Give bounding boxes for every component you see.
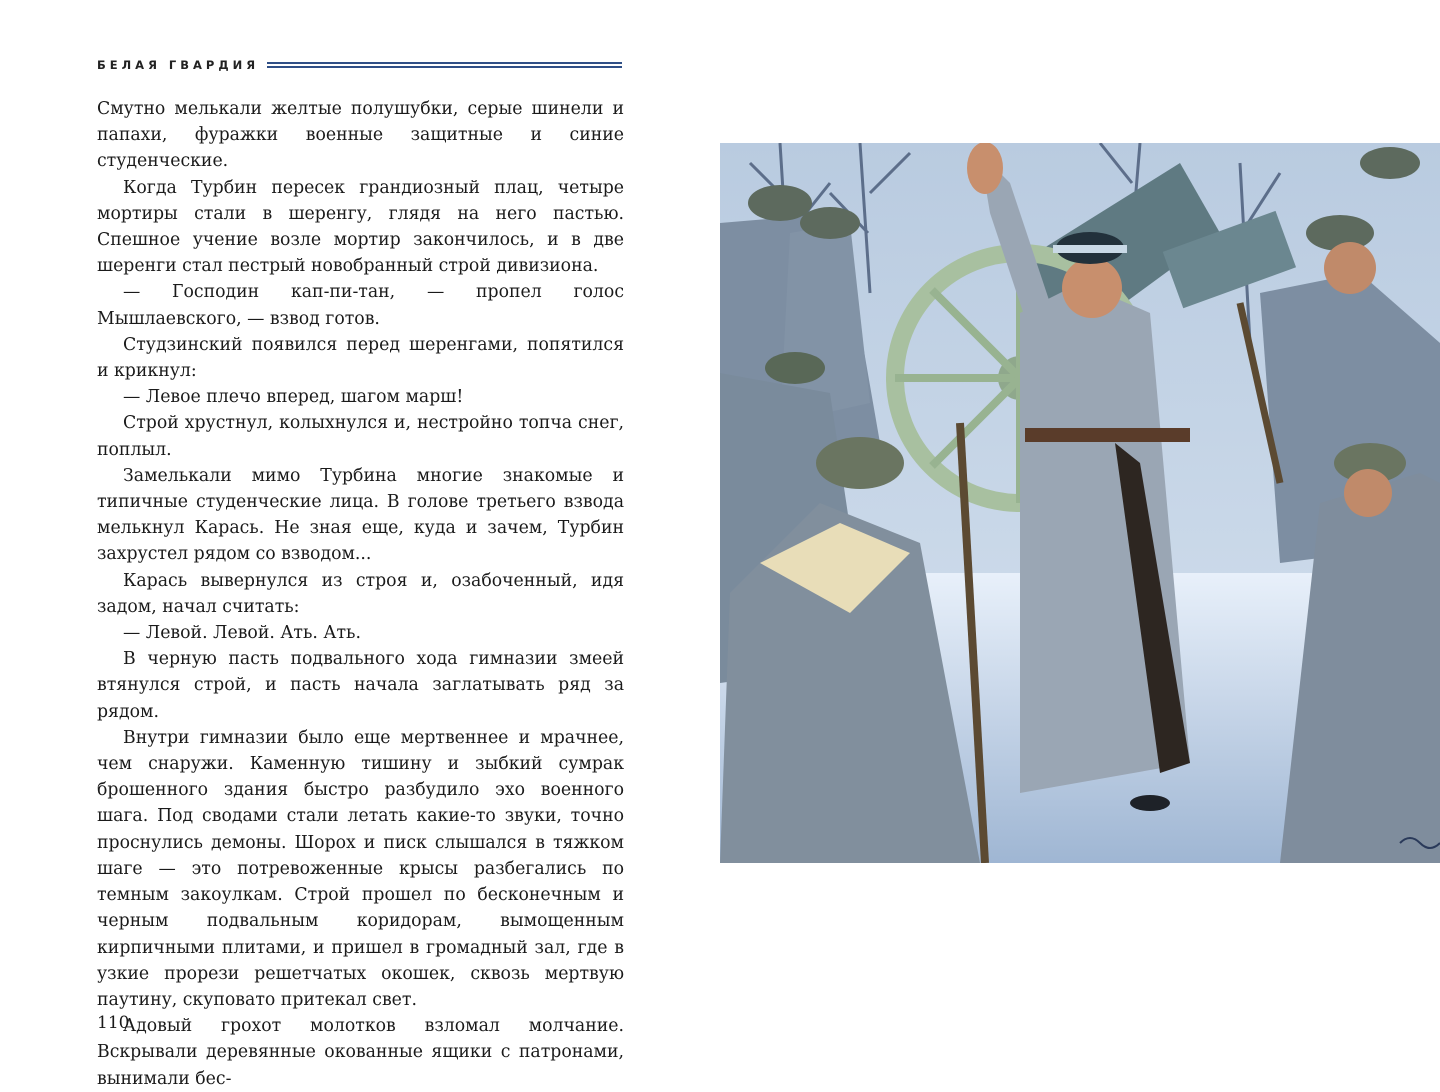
page-number: 110 (97, 1013, 130, 1033)
running-header (97, 56, 622, 74)
paragraph: Когда Турбин пересек грандиозный плац, четыре мортиры стали в шеренгу, глядя на него пастью. Спешное учение возле мортир закончилось, и в две шеренги стал пестрый новобранный строй дивизиона. (97, 177, 624, 277)
paragraph: — Левой. Левой. Ать. Ать. (123, 623, 361, 644)
paragraph: — Господин кап-пи-тан, — пропел голос Мышлаевского, — взвод готов. (97, 282, 624, 329)
book-title: БЕЛАЯ ГВАРДИЯ (97, 58, 260, 72)
paragraph: — Левое плечо вперед, шагом марш! (123, 387, 464, 408)
header-rule (267, 62, 622, 68)
paragraph: Карась вывернулся из строя и, озабоченный, идя задом, начал считать: (97, 570, 624, 617)
illustration (720, 143, 1440, 863)
body-text (97, 96, 624, 1092)
paragraph: Замелькали мимо Турбина многие знакомые и типичные студенческие лица. В голове третьего взвода мелькнул Карась. Не зная еще, куда и зачем, Турбин захрустел рядом со взводом... (97, 465, 624, 565)
paragraph: Студзинский появился перед шеренгами, попятился и крикнул: (97, 334, 624, 382)
paragraph: Внутри гимназии было еще мертвеннее и мрачнее, чем снаружи. Каменную тишину и зыбкий сумрак брошенного здания быстро разбудило эхо военного шага. Под сводами стали летать какие-то звуки, точно проснулись демоны. Шорох и писк слышался в тяжком шаге — это потревоженные крысы разбегались по темным закоулкам. Строй прошел по бесконечным и черным подвальным коридорам, вымощенным кирпичными плитами, и пришел в громадный зал, где в узкие прорези решетчатых окошек, сквозь мертвую паутину, скуповато притекал свет. (97, 727, 624, 1010)
paragraph: В черную пасть подвального хода гимназии змеей втянулся строй, и пасть начала заглатывать ряд за рядом. (97, 649, 624, 722)
paragraph: Адовый грохот молотков взломал молчание. Вскрывали деревянные окованные ящики с патронами, вынимали бес- (97, 1016, 624, 1089)
paragraph: Строй хрустнул, колыхнулся и, нестройно топча снег, поплыл. (97, 413, 624, 460)
paragraph: Смутно мелькали желтые полушубки, серые шинели и папахи, фуражки военные защитные и синие студенческие. (97, 99, 624, 172)
illustration-artwork (720, 143, 1440, 863)
